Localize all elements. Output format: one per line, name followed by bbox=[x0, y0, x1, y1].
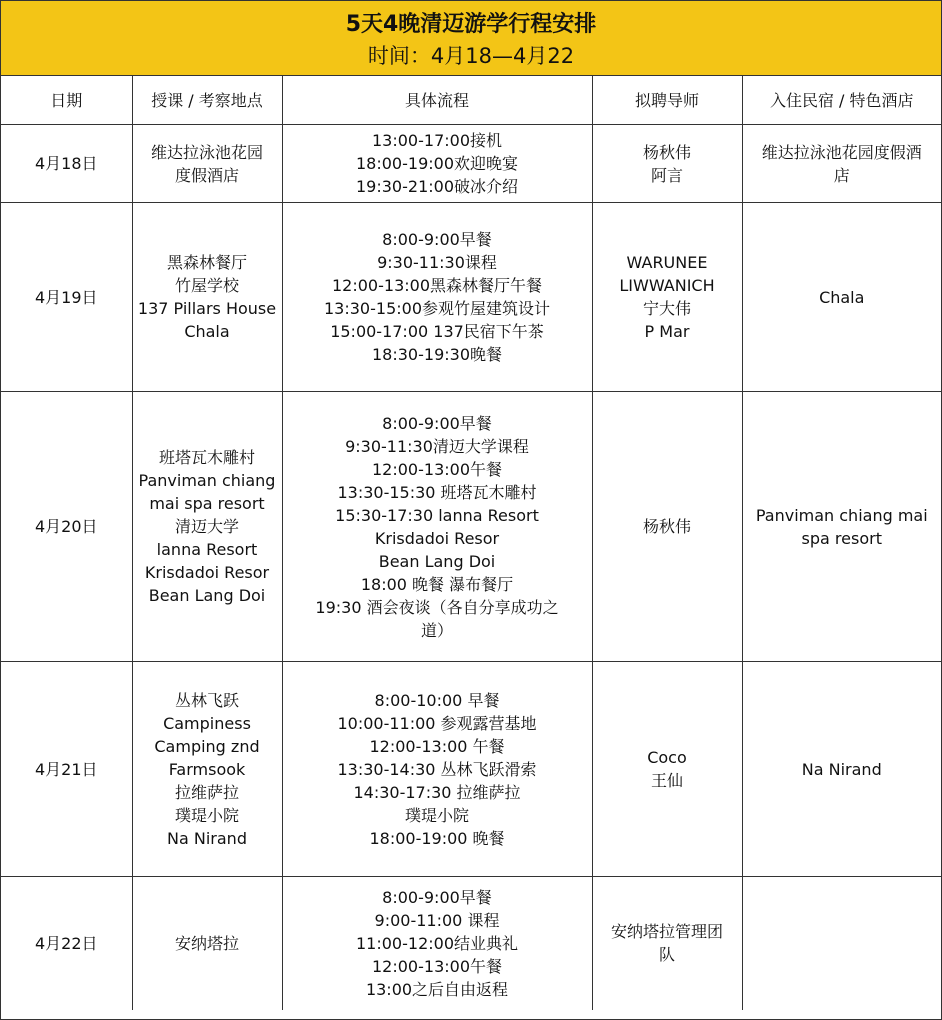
location-line: 丛林飞跃 bbox=[174, 690, 239, 710]
location-line: 度假酒店 bbox=[174, 165, 239, 185]
location-line: Bean Lang Doi bbox=[148, 586, 266, 605]
schedule-line: 10:00-11:00 参观露营基地 bbox=[337, 713, 537, 733]
location-line: Na Nirand bbox=[167, 828, 247, 848]
schedule-line: 13:30-14:30 丛林飞跃滑索 bbox=[337, 759, 537, 779]
location-line: Campiness bbox=[163, 713, 251, 733]
schedule-line: 8:00-9:00早餐 bbox=[382, 230, 492, 249]
header-hotel: 入住民宿 / 特色酒店 bbox=[742, 76, 941, 125]
hotel-line: Panviman chiang mai bbox=[755, 505, 928, 525]
schedule-line: 8:00-10:00 早餐 bbox=[374, 690, 500, 710]
hotel-line: Chala bbox=[819, 287, 865, 307]
schedule-line: 18:00-19:00欢迎晚宴 bbox=[356, 154, 518, 173]
location-line: 137 Pillars House bbox=[137, 299, 277, 318]
location-cell bbox=[132, 392, 282, 662]
location-line: 安纳塔拉 bbox=[174, 933, 239, 953]
schedule-line: 道） bbox=[420, 620, 453, 640]
hotel-line: 店 bbox=[833, 165, 850, 185]
mentor-line: P Mar bbox=[644, 322, 690, 341]
schedule-line: 璞瑅小院 bbox=[404, 805, 469, 825]
schedule-line: 9:00-11:00 课程 bbox=[374, 910, 500, 930]
hotel-line: 维达拉泳池花园度假酒 bbox=[761, 142, 922, 162]
itinerary-table bbox=[1, 76, 941, 1010]
schedule-line: 9:30-11:30课程 bbox=[377, 253, 497, 272]
schedule-line: Bean Lang Doi bbox=[378, 551, 496, 571]
mentor-cell bbox=[592, 877, 742, 1010]
mentor-line: 队 bbox=[658, 945, 675, 965]
header-location: 授课 / 考察地点 bbox=[132, 76, 282, 125]
date-cell: 4月21日 bbox=[1, 662, 132, 877]
hotel-line: spa resort bbox=[801, 528, 882, 548]
location-line: Chala bbox=[184, 322, 230, 341]
header-schedule: 具体流程 bbox=[282, 76, 592, 125]
location-line: 璞瑅小院 bbox=[174, 805, 239, 825]
schedule-line: 14:30-17:30 拉维萨拉 bbox=[353, 782, 521, 802]
schedule-cell bbox=[282, 125, 592, 203]
header-mentor: 拟聘导师 bbox=[592, 76, 742, 125]
schedule-line: 11:00-12:00结业典礼 bbox=[356, 933, 518, 953]
date-cell: 4月22日 bbox=[1, 877, 132, 1010]
hotel-cell bbox=[742, 662, 941, 877]
schedule-line: 12:00-13:00 午餐 bbox=[369, 736, 505, 756]
table-row bbox=[1, 392, 941, 662]
itinerary-title: 5天4晚清迈游学行程安排 bbox=[345, 12, 597, 37]
title-banner bbox=[1, 1, 941, 76]
location-line: 清迈大学 bbox=[174, 517, 239, 536]
schedule-line: 15:30-17:30 lanna Resort bbox=[335, 505, 539, 525]
location-cell bbox=[132, 877, 282, 1010]
mentor-line: WARUNEE bbox=[626, 253, 708, 272]
hotel-cell bbox=[742, 203, 941, 392]
header-date: 日期 bbox=[1, 76, 132, 125]
hotel-cell bbox=[742, 877, 941, 1010]
schedule-line: 8:00-9:00早餐 bbox=[382, 887, 492, 907]
schedule-line: 13:30-15:00参观竹屋建筑设计 bbox=[324, 299, 550, 318]
date-cell: 4月18日 bbox=[1, 125, 132, 203]
schedule-line: 9:30-11:30清迈大学课程 bbox=[345, 436, 529, 456]
schedule-line: 13:30-15:30 班塔瓦木雕村 bbox=[337, 482, 537, 502]
location-line: 拉维萨拉 bbox=[174, 782, 239, 802]
location-cell bbox=[132, 662, 282, 877]
table-row bbox=[1, 203, 941, 392]
mentor-line: 阿言 bbox=[650, 165, 683, 185]
schedule-line: 19:30-21:00破冰介绍 bbox=[356, 177, 518, 196]
mentor-line: LIWWANICH bbox=[619, 276, 715, 295]
location-line: mai spa resort bbox=[149, 494, 265, 513]
mentor-cell bbox=[592, 392, 742, 662]
header-row bbox=[1, 76, 941, 125]
mentor-line: Coco bbox=[647, 748, 687, 767]
mentor-cell bbox=[592, 125, 742, 203]
hotel-cell bbox=[742, 125, 941, 203]
schedule-cell bbox=[282, 392, 592, 662]
location-line: Camping znd bbox=[154, 736, 260, 756]
schedule-line: 13:00之后自由返程 bbox=[365, 979, 509, 999]
schedule-line: 19:30 酒会夜谈（各自分享成功之 bbox=[315, 597, 559, 617]
schedule-cell bbox=[282, 203, 592, 392]
schedule-line: Krisdadoi Resor bbox=[374, 528, 500, 548]
location-line: 班塔瓦木雕村 bbox=[158, 448, 255, 467]
location-line: Krisdadoi Resor bbox=[144, 563, 270, 582]
itinerary-dates: 时间：4月18—4月22 bbox=[367, 44, 575, 68]
date-cell: 4月19日 bbox=[1, 203, 132, 392]
location-line: 维达拉泳池花园 bbox=[150, 142, 263, 162]
location-cell bbox=[132, 203, 282, 392]
location-line: lanna Resort bbox=[156, 540, 258, 559]
schedule-line: 18:00 晚餐 瀑布餐厅 bbox=[360, 574, 514, 594]
schedule-line: 18:00-19:00 晚餐 bbox=[369, 828, 505, 848]
mentor-line: 王仙 bbox=[650, 771, 683, 790]
hotel-cell bbox=[742, 392, 941, 662]
schedule-line: 12:00-13:00午餐 bbox=[372, 956, 502, 976]
schedule-line: 8:00-9:00早餐 bbox=[382, 413, 492, 433]
hotel-line: Na Nirand bbox=[801, 759, 882, 779]
location-line: 黑森林餐厅 bbox=[166, 253, 247, 272]
table-row bbox=[1, 877, 941, 1010]
schedule-line: 12:00-13:00午餐 bbox=[372, 459, 502, 479]
schedule-line: 18:30-19:30晚餐 bbox=[372, 345, 502, 364]
location-line: Panviman chiang bbox=[138, 471, 276, 490]
location-line: 竹屋学校 bbox=[174, 276, 239, 295]
schedule-line: 13:00-17:00接机 bbox=[372, 131, 502, 150]
location-cell bbox=[132, 125, 282, 203]
mentor-line: 安纳塔拉管理团 bbox=[610, 922, 723, 942]
schedule-line: 12:00-13:00黑森林餐厅午餐 bbox=[332, 276, 542, 295]
table-row bbox=[1, 125, 941, 203]
schedule-cell bbox=[282, 662, 592, 877]
location-line: Farmsook bbox=[168, 759, 246, 779]
date-cell: 4月20日 bbox=[1, 392, 132, 662]
table-row bbox=[1, 662, 941, 877]
mentor-cell bbox=[592, 203, 742, 392]
schedule-line: 15:00-17:00 137民宿下午茶 bbox=[330, 322, 544, 341]
mentor-line: 杨秋伟 bbox=[642, 517, 691, 536]
mentor-line: 杨秋伟 bbox=[642, 142, 691, 162]
schedule-cell bbox=[282, 877, 592, 1010]
mentor-cell bbox=[592, 662, 742, 877]
mentor-line: 宁大伟 bbox=[642, 299, 691, 318]
